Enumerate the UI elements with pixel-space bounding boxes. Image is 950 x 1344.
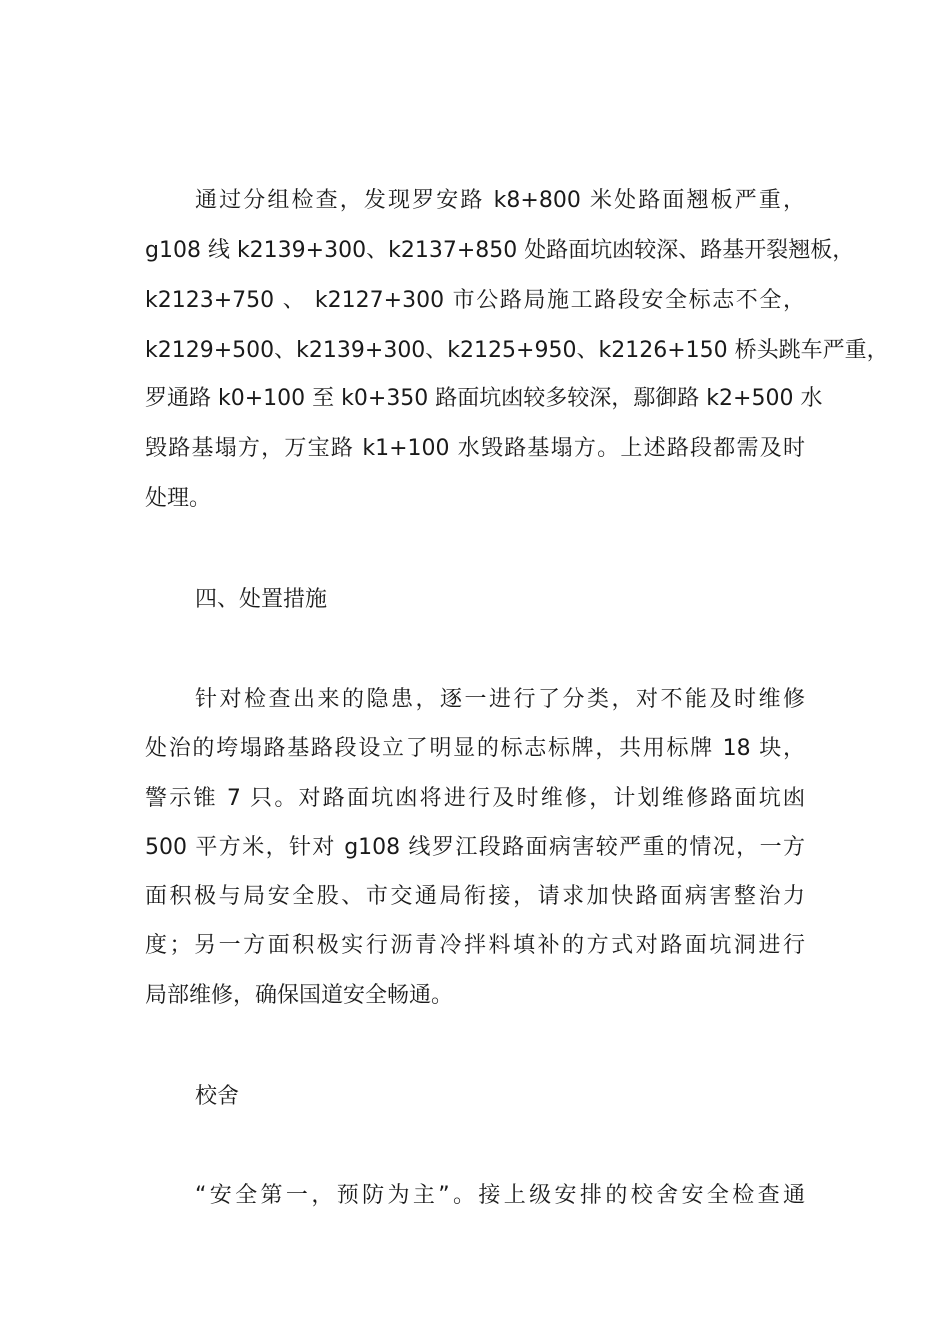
section-heading: 四、处置措施 [195, 587, 328, 612]
paragraph-line: 面积极与局安全股、市交通局衔接，请求加快路面病害整治力 [145, 884, 805, 909]
paragraph-line: 通过分组检查，发现罗安路 k8+800 米处路面翘板严重， [195, 188, 805, 213]
paragraph-line: 处理。 [145, 486, 212, 511]
paragraph-line: 针对检查出来的隐患，逐一进行了分类，对不能及时维修 [195, 687, 805, 712]
paragraph-line: 罗通路 k0+100 至 k0+350 路面坑凼较多较深，鄢御路 k2+500 水 [145, 386, 823, 411]
paragraph-line: “安全第一，预防为主”。接上级安排的校舍安全检查通 [195, 1183, 805, 1208]
paragraph-line: k2123+750 、 k2127+300 市公路局施工路段安全标志不全， [145, 288, 805, 313]
paragraph-line: g108 线 k2139+300、k2137+850 处路面坑凼较深、路基开裂翘板， [145, 238, 855, 263]
paragraph-line: 处治的垮塌路基路段设立了明显的标志标牌，共用标牌 18 块， [145, 736, 805, 761]
paragraph-line: 警示锥 7 只。对路面坑凼将进行及时维修，计划维修路面坑凼 [145, 786, 805, 811]
section-heading: 校舍 [195, 1084, 240, 1109]
paragraph-line: 500 平方米，针对 g108 线罗江段路面病害较严重的情况，一方 [145, 835, 805, 860]
paragraph-line: 度；另一方面积极实行沥青冷拌料填补的方式对路面坑洞进行 [145, 933, 805, 958]
paragraph-line: k2129+500、k2139+300、k2125+950、k2126+150 桥头跳车严重， [145, 338, 889, 363]
paragraph-line: 毁路基塌方，万宝路 k1+100 水毁路基塌方。上述路段都需及时 [145, 436, 805, 461]
paragraph-line: 局部维修，确保国道安全畅通。 [145, 983, 454, 1008]
